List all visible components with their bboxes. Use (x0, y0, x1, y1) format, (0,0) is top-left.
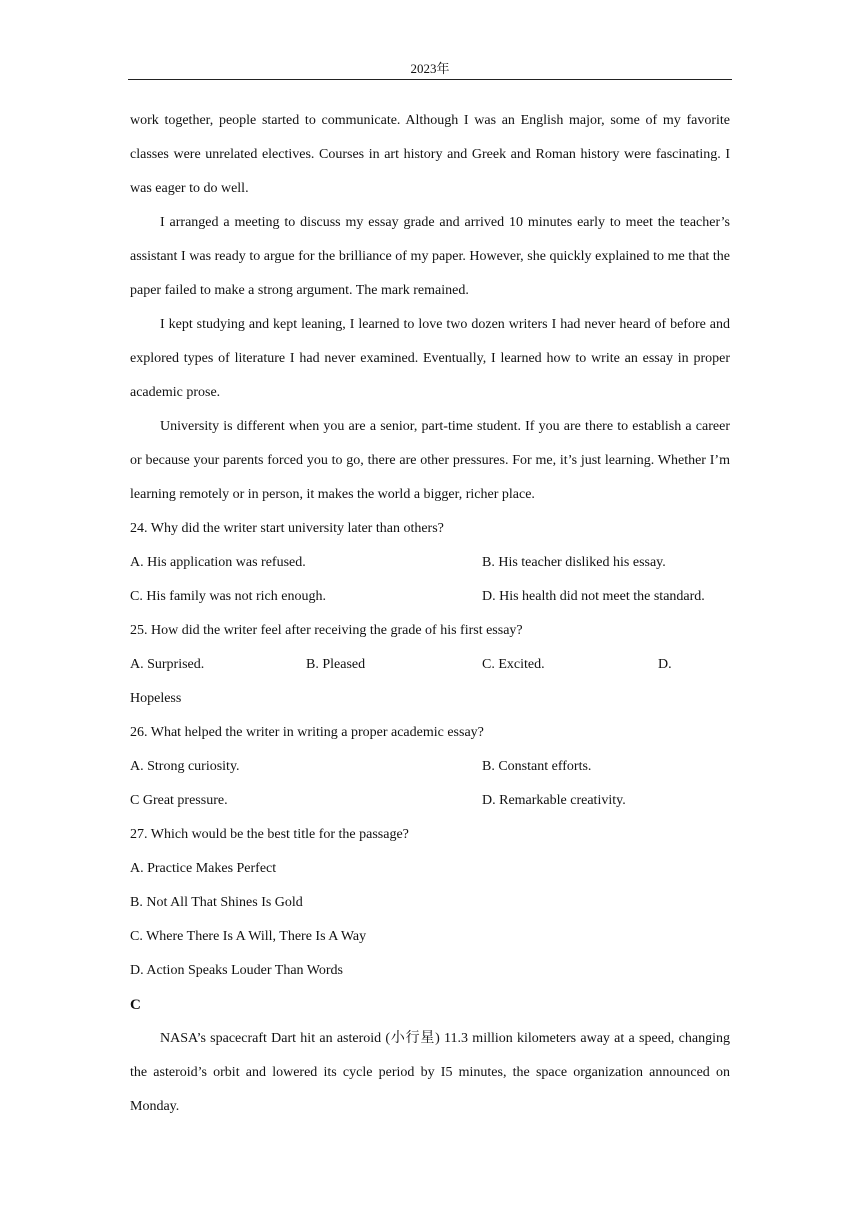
question-27-option-b: B. Not All That Shines Is Gold (130, 895, 303, 910)
question-24-option-c: C. His family was not rich enough. (130, 589, 326, 604)
question-25-option-b: B. Pleased (306, 657, 366, 672)
question-26-option-c: C Great pressure. (130, 793, 228, 808)
question-27-option-a: A. Practice Makes Perfect (130, 861, 277, 876)
passage-paragraph: I arranged a meeting to discuss my essay grade and arrived 10 minutes early to meet the teacher’s assistant I was ready to argue for the brilliance of my paper. However, she quickly explained to me that the paper failed to make a strong argument. The mark remained. (130, 215, 730, 298)
question-25-options-row (130, 648, 730, 682)
question-24-option-a: A. His application was refused. (130, 555, 306, 570)
question-24-stem: 24. Why did the writer start university later than others? (130, 521, 444, 536)
question-25-option-a: A. Surprised. (130, 657, 205, 672)
question-27-option-d: D. Action Speaks Louder Than Words (130, 963, 343, 978)
question-26-stem: 26. What helped the writer in writing a proper academic essay? (130, 725, 484, 740)
question-24-option-b: B. His teacher disliked his essay. (482, 555, 666, 570)
question-24-options-row (130, 546, 730, 580)
question-24-option-d: D. His health did not meet the standard. (482, 589, 705, 604)
question-25-option-d-text: Hopeless (130, 691, 182, 706)
question-26-option-d: D. Remarkable creativity. (482, 793, 626, 808)
question-25-stem: 25. How did the writer feel after receiving the grade of his first essay? (130, 623, 523, 638)
question-26-options-row (130, 750, 730, 784)
header-divider (128, 79, 732, 80)
question-26-option-b: B. Constant efforts. (482, 759, 592, 774)
question-27-stem: 27. Which would be the best title for the passage? (130, 827, 409, 842)
page-content (130, 104, 730, 1124)
question-24-options-row (130, 580, 730, 614)
question-26-options-row (130, 784, 730, 818)
passage-paragraph: I kept studying and kept leaning, I learned to love two dozen writers I had never heard of before and explored types of literature I had never examined. Eventually, I learned how to write an essay in proper academic prose. (130, 317, 730, 400)
section-c-paragraph: NASA’s spacecraft Dart hit an asteroid (小行星) 11.3 million kilometers away at a speed, changing the asteroid’s orbit and lowered its cycle period by I5 minutes, the space organization announced on Monday. (130, 1031, 730, 1114)
question-27-option-c: C. Where There Is A Will, There Is A Way (130, 929, 367, 944)
section-c-heading: C (130, 997, 141, 1013)
question-25-option-d: D. (658, 657, 672, 672)
passage-paragraph: work together, people started to communicate. Although I was an English major, some of my favorite classes were unrelated electives. Courses in art history and Greek and Roman history were fascinating. I was eager to do well. (130, 113, 730, 196)
question-26-option-a: A. Strong curiosity. (130, 759, 240, 774)
question-25-option-c: C. Excited. (482, 657, 545, 672)
passage-paragraph: University is different when you are a senior, part-time student. If you are there to establish a career or because your parents forced you to go, there are other pressures. For me, it’s just learning. Whether I’m learning remotely or in person, it makes the world a bigger, richer place. (130, 419, 730, 502)
page-header: 2023年 (410, 61, 450, 76)
